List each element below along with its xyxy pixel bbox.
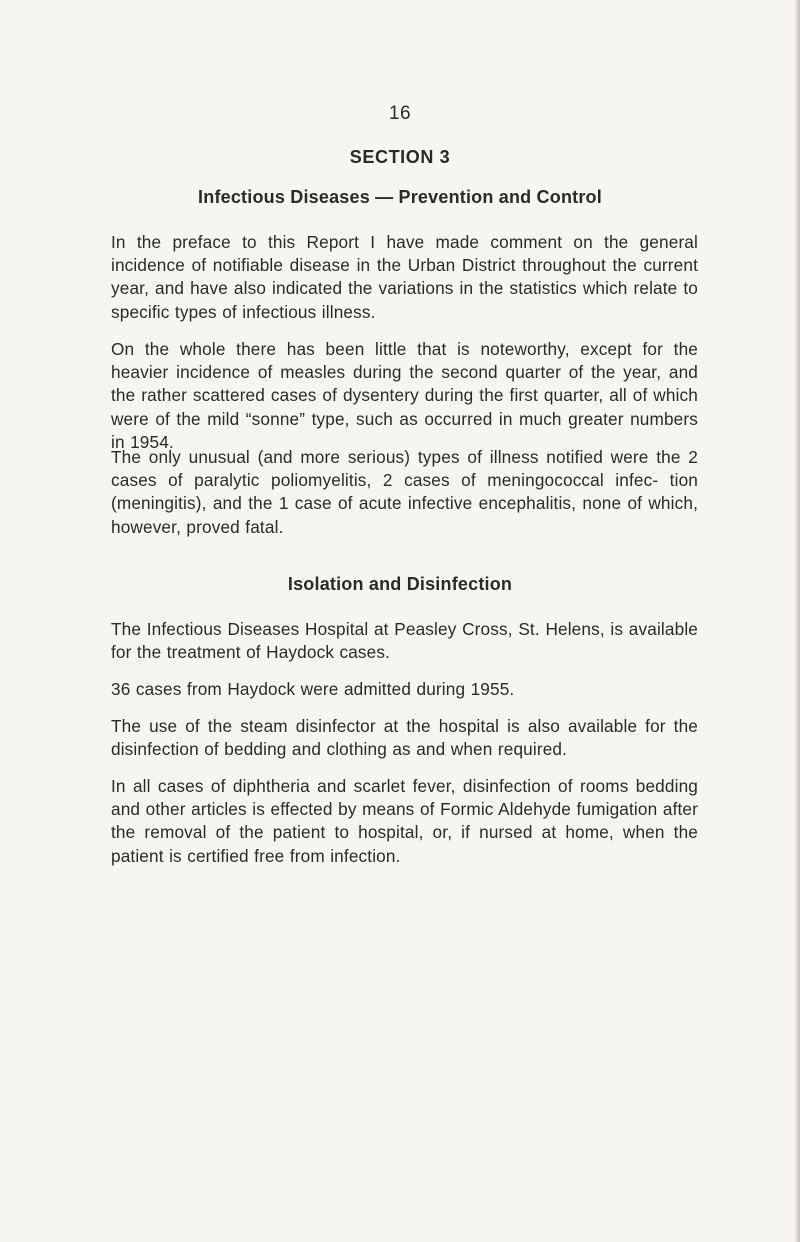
heading-infectious-diseases: Infectious Diseases — Prevention and Control <box>198 187 602 207</box>
paragraph-unusual-illness: The only unusual (and more serious) types of illness notified were the 2 cases of paralytic poliomyelitis, 2 cases of meningococcal infec- tion (meningitis), and the 1 case of acute infective encephalitis, none of which, however, proved fatal. <box>111 447 698 537</box>
page-number: 16 <box>388 103 412 124</box>
heading-isolation-disinfection: Isolation and Disinfection <box>287 574 513 594</box>
paragraph-noteworthy-incidence: On the whole there has been little that is noteworthy, except for the heavier incidence of measles during the second quarter of the year, and the rather scattered cases of dysentery during the first quarter, all of which were of the mild “sonne” type, such as occurred in much greater numbers in 1954. <box>111 339 698 452</box>
paragraph-preface-comment: In the preface to this Report I have made comment on the general incidence of notifiable disease in the Urban District throughout the current year, and have also indicated the variations in the statistics which relate to specific types of infectious illness. <box>111 232 698 322</box>
paragraph-fumigation: In all cases of diphtheria and scarlet fever, disinfection of rooms bedding and other articles is effected by means of Formic Aldehyde fumigation after the removal of the patient to hospital, or, if nursed at home, when the patient is certified free from infection. <box>111 776 698 866</box>
section-title: SECTION 3 <box>349 147 451 167</box>
paragraph-steam-disinfector: The use of the steam disinfector at the hospital is also available for the disinfection of bedding and clothing as and when required. <box>111 716 698 760</box>
paragraph-hospital: The Infectious Diseases Hospital at Peasley Cross, St. Helens, is available for the treatment of Haydock cases. <box>111 619 698 663</box>
paragraph-admissions: 36 cases from Haydock were admitted during 1955. <box>111 679 515 699</box>
